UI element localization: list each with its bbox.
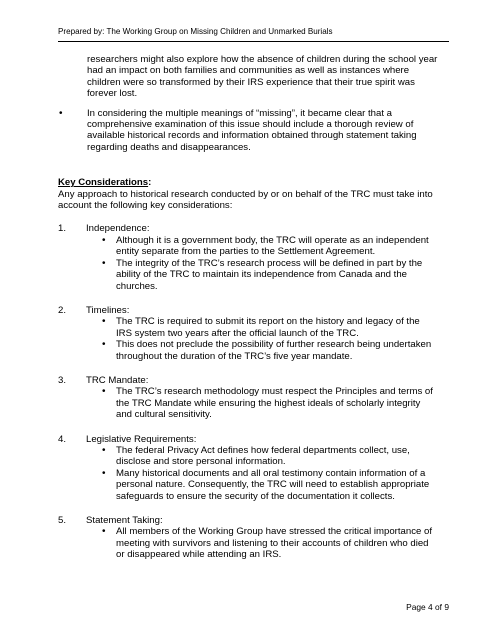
consideration-bullet bbox=[58, 258, 438, 292]
consideration-bullet-text: The TRC’s research methodology must respect the Principles and terms of the TRC Mandate while ensuring the highest ideals of scholarly integrity and cultural sensitivity. bbox=[116, 386, 433, 421]
consideration-item bbox=[58, 223, 438, 291]
consideration-heading bbox=[58, 223, 438, 234]
header-rule bbox=[58, 41, 449, 42]
bullet-icon: • bbox=[102, 316, 106, 328]
consideration-bullet bbox=[58, 445, 438, 468]
consideration-bullet-text: All members of the Working Group have stressed the critical importance of meeting with survivors and listening to their accounts of children who died or disappeared while attending an IRS. bbox=[116, 526, 433, 561]
page-header: Prepared by: The Working Group on Missing Children and Unmarked Burials bbox=[58, 27, 333, 36]
consideration-heading bbox=[58, 375, 438, 386]
document-body bbox=[58, 54, 438, 574]
considerations-list bbox=[58, 223, 438, 560]
consideration-bullets bbox=[58, 316, 438, 362]
consideration-label: Legislative Requirements: bbox=[86, 433, 197, 445]
consideration-number: 1. bbox=[58, 223, 67, 235]
top-bullet-text: In considering the multiple meanings of “missing”, it became clear that a comprehensive examination of this issue should include a thorough review of available historical records and information obtained through statement taking regarding deaths and disappearances. bbox=[87, 107, 417, 153]
consideration-bullet-text: Many historical documents and all oral testimony contain information of a personal nature. Consequently, the TRC will need to establish appropriate safeguards to ensure the security of the documentation it collects. bbox=[116, 467, 430, 502]
page-number: Page 4 of 9 bbox=[406, 602, 449, 612]
bullet-icon: • bbox=[102, 257, 106, 269]
consideration-bullet bbox=[58, 316, 438, 339]
key-considerations-colon: : bbox=[148, 177, 152, 189]
consideration-label: Statement Taking: bbox=[86, 515, 163, 526]
continuation-paragraph: researchers might also explore how the absence of children during the school year had an impact on both families and communities as well as instances where children were so transformed by their IRS experience that their true spirit was forever lost. bbox=[87, 54, 438, 100]
consideration-bullets bbox=[58, 386, 438, 420]
consideration-bullet bbox=[58, 235, 438, 258]
consideration-bullet bbox=[58, 468, 438, 502]
top-bullet bbox=[58, 108, 438, 154]
bullet-icon: • bbox=[102, 339, 106, 351]
consideration-bullets bbox=[58, 526, 438, 560]
consideration-number: 2. bbox=[58, 304, 67, 316]
consideration-bullet-text: The integrity of the TRC’s research process will be defined in part by the ability of the TRC to maintain its independence from Canada and the churches. bbox=[116, 257, 423, 292]
consideration-bullet bbox=[58, 339, 438, 362]
bullet-icon: • bbox=[102, 386, 106, 398]
consideration-bullet-text: Although it is a government body, the TRC will operate as an independent entity separate from the parties to the Settlement Agreement. bbox=[116, 234, 429, 258]
bullet-icon: • bbox=[102, 234, 106, 246]
consideration-heading bbox=[58, 515, 438, 526]
key-considerations-heading bbox=[58, 177, 438, 188]
consideration-item bbox=[58, 515, 438, 561]
consideration-bullet bbox=[58, 386, 438, 420]
consideration-bullet-text: The TRC is required to submit its report on the history and legacy of the IRS system two years after the official launch of the TRC. bbox=[116, 316, 420, 339]
bullet-icon: • bbox=[102, 526, 106, 538]
consideration-item bbox=[58, 434, 438, 502]
consideration-label: Independence: bbox=[86, 223, 150, 235]
consideration-number: 4. bbox=[58, 433, 67, 445]
consideration-bullets bbox=[58, 235, 438, 292]
consideration-heading bbox=[58, 305, 438, 316]
consideration-bullet-text: The federal Privacy Act defines how federal departments collect, use, disclose and store personal information. bbox=[116, 444, 410, 468]
consideration-heading bbox=[58, 434, 438, 445]
key-considerations-title: Key Considerations bbox=[58, 177, 149, 189]
consideration-bullet bbox=[58, 526, 438, 560]
consideration-number: 3. bbox=[58, 374, 67, 386]
bullet-icon: • bbox=[102, 444, 106, 456]
consideration-bullets bbox=[58, 445, 438, 502]
bullet-icon: • bbox=[102, 467, 106, 479]
key-considerations-intro: Any approach to historical research conducted by or on behalf of the TRC must take into account the following key considerations: bbox=[58, 188, 433, 212]
consideration-number: 5. bbox=[58, 515, 67, 526]
bullet-icon: • bbox=[59, 107, 63, 119]
consideration-bullet-text: This does not preclude the possibility of further research being undertaken throughout the duration of the TRC’s five year mandate. bbox=[116, 339, 432, 362]
consideration-item bbox=[58, 305, 438, 362]
consideration-label: Timelines: bbox=[86, 304, 130, 316]
consideration-label: TRC Mandate: bbox=[86, 374, 149, 386]
consideration-item bbox=[58, 375, 438, 421]
